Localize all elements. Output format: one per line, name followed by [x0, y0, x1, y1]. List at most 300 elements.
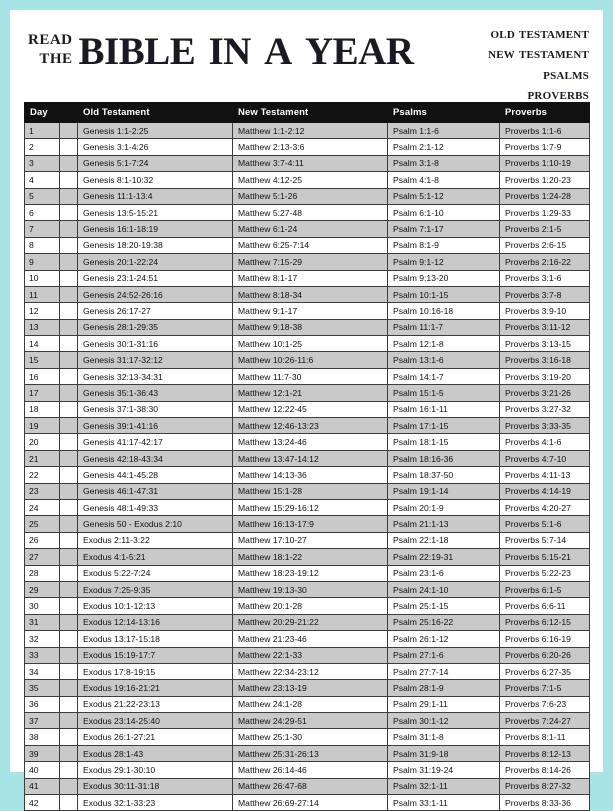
cell-old-testament: Exodus 15:19-17:7	[78, 647, 233, 663]
cell-new-testament: Matthew 4:12-25	[233, 172, 388, 188]
column-header-day: Day	[25, 103, 60, 123]
column-header-new-testament: New Testament	[233, 103, 388, 123]
cell-checkbox[interactable]	[60, 204, 78, 220]
table-row	[25, 713, 590, 729]
column-header-old-testament: Old Testament	[78, 103, 233, 123]
cell-proverbs: Proverbs 1:29-33	[500, 204, 590, 220]
cell-checkbox[interactable]	[60, 401, 78, 417]
cell-old-testament: Genesis 23:1-24:51	[78, 270, 233, 286]
table-row	[25, 336, 590, 352]
column-header-checkbox	[60, 103, 78, 123]
cell-new-testament: Matthew 25:31-26:13	[233, 745, 388, 761]
cell-checkbox[interactable]	[60, 581, 78, 597]
cell-old-testament: Genesis 28:1-29:35	[78, 319, 233, 335]
cell-old-testament: Genesis 1:1-2:25	[78, 123, 233, 139]
cell-old-testament: Genesis 39:1-41:16	[78, 418, 233, 434]
cell-day: 13	[25, 319, 60, 335]
cell-proverbs: Proverbs 5:1-6	[500, 516, 590, 532]
cell-day: 29	[25, 581, 60, 597]
cell-new-testament: Matthew 24:1-28	[233, 696, 388, 712]
cell-new-testament: Matthew 13:24-46	[233, 434, 388, 450]
cell-old-testament: Genesis 35:1-36:43	[78, 385, 233, 401]
cell-checkbox[interactable]	[60, 172, 78, 188]
table-row	[25, 254, 590, 270]
cell-day: 7	[25, 221, 60, 237]
cell-checkbox[interactable]	[60, 139, 78, 155]
cell-old-testament: Genesis 3:1-4:26	[78, 139, 233, 155]
cell-psalms: Psalm 5:1-12	[388, 188, 500, 204]
cell-checkbox[interactable]	[60, 336, 78, 352]
cell-new-testament: Matthew 6:25-7:14	[233, 237, 388, 253]
cell-psalms: Psalm 26:1-12	[388, 631, 500, 647]
cell-checkbox[interactable]	[60, 499, 78, 515]
cell-checkbox[interactable]	[60, 549, 78, 565]
cell-new-testament: Matthew 15:1-28	[233, 483, 388, 499]
cell-new-testament: Matthew 9:1-17	[233, 303, 388, 319]
cell-day: 36	[25, 696, 60, 712]
cell-psalms: Psalm 18:37-50	[388, 467, 500, 483]
cell-old-testament: Genesis 31:17-32:12	[78, 352, 233, 368]
cell-new-testament: Matthew 12:1-21	[233, 385, 388, 401]
cell-old-testament: Exodus 26:1-27:21	[78, 729, 233, 745]
cell-psalms: Psalm 4:1-8	[388, 172, 500, 188]
cell-checkbox[interactable]	[60, 516, 78, 532]
cell-old-testament: Genesis 26:17-27	[78, 303, 233, 319]
table-header-row	[25, 103, 590, 123]
cell-new-testament: Matthew 7:15-29	[233, 254, 388, 270]
cell-new-testament: Matthew 22:34-23:12	[233, 663, 388, 679]
cell-checkbox[interactable]	[60, 188, 78, 204]
cell-old-testament: Exodus 23:14-25:40	[78, 713, 233, 729]
cell-psalms: Psalm 14:1-7	[388, 368, 500, 384]
table-row	[25, 581, 590, 597]
cell-proverbs: Proverbs 2:16-22	[500, 254, 590, 270]
table-row	[25, 237, 590, 253]
cell-checkbox[interactable]	[60, 123, 78, 139]
table-row	[25, 647, 590, 663]
cell-psalms: Psalm 17:1-15	[388, 418, 500, 434]
cell-psalms: Psalm 27:7-14	[388, 663, 500, 679]
cell-proverbs: Proverbs 8:1-11	[500, 729, 590, 745]
table-row	[25, 450, 590, 466]
cell-psalms: Psalm 25:1-15	[388, 598, 500, 614]
table-row	[25, 696, 590, 712]
cell-psalms: Psalm 25:16-22	[388, 614, 500, 630]
cell-checkbox[interactable]	[60, 778, 78, 794]
cell-proverbs: Proverbs 7:6-23	[500, 696, 590, 712]
cell-checkbox[interactable]	[60, 237, 78, 253]
table-row	[25, 663, 590, 679]
cell-psalms: Psalm 16:1-11	[388, 401, 500, 417]
cell-checkbox[interactable]	[60, 270, 78, 286]
cell-new-testament: Matthew 9:18-38	[233, 319, 388, 335]
cell-proverbs: Proverbs 1:20-23	[500, 172, 590, 188]
table-row	[25, 745, 590, 761]
cell-checkbox[interactable]	[60, 352, 78, 368]
cell-new-testament: Matthew 16:13-17:9	[233, 516, 388, 532]
cell-day: 31	[25, 614, 60, 630]
cell-new-testament: Matthew 26:47-68	[233, 778, 388, 794]
cell-checkbox[interactable]	[60, 795, 78, 811]
cell-day: 33	[25, 647, 60, 663]
cell-old-testament: Exodus 32:1-33:23	[78, 795, 233, 811]
cell-proverbs: Proverbs 1:7-9	[500, 139, 590, 155]
table-row	[25, 286, 590, 302]
cell-day: 27	[25, 549, 60, 565]
cell-old-testament: Exodus 29:1-30:10	[78, 762, 233, 778]
cell-psalms: Psalm 31:9-18	[388, 745, 500, 761]
cell-psalms: Psalm 22:19-31	[388, 549, 500, 565]
printable-page	[10, 10, 603, 808]
title-line-the: the	[39, 43, 73, 68]
cell-proverbs: Proverbs 3:33-35	[500, 418, 590, 434]
cell-day: 28	[25, 565, 60, 581]
page-header	[10, 10, 603, 102]
cell-old-testament: Genesis 30:1-31:16	[78, 336, 233, 352]
table-body	[25, 123, 590, 811]
cell-new-testament: Matthew 25:1-30	[233, 729, 388, 745]
table-row	[25, 778, 590, 794]
column-header-proverbs: Proverbs	[500, 103, 590, 123]
cell-psalms: Psalm 10:16-18	[388, 303, 500, 319]
table-row	[25, 614, 590, 630]
cell-old-testament: Genesis 16:1-18:19	[78, 221, 233, 237]
cell-checkbox[interactable]	[60, 450, 78, 466]
cell-old-testament: Genesis 11:1-13:4	[78, 188, 233, 204]
cell-proverbs: Proverbs 6:20-26	[500, 647, 590, 663]
cell-checkbox[interactable]	[60, 385, 78, 401]
cell-checkbox[interactable]	[60, 565, 78, 581]
page-title	[28, 15, 414, 76]
cell-new-testament: Matthew 20:29-21:22	[233, 614, 388, 630]
cell-old-testament: Exodus 30:11-31:18	[78, 778, 233, 794]
cell-day: 6	[25, 204, 60, 220]
cell-new-testament: Matthew 19:13-30	[233, 581, 388, 597]
cell-checkbox[interactable]	[60, 729, 78, 745]
cell-new-testament: Matthew 8:18-34	[233, 286, 388, 302]
title-line-read: read	[28, 24, 73, 49]
table-row	[25, 123, 590, 139]
cell-new-testament: Matthew 10:1-25	[233, 336, 388, 352]
cell-psalms: Psalm 20:1-9	[388, 499, 500, 515]
cell-psalms: Psalm 9:13-20	[388, 270, 500, 286]
cell-day: 37	[25, 713, 60, 729]
cell-checkbox[interactable]	[60, 155, 78, 171]
cell-psalms: Psalm 10:1-15	[388, 286, 500, 302]
cell-day: 41	[25, 778, 60, 794]
cell-day: 30	[25, 598, 60, 614]
cell-psalms: Psalm 13:1-6	[388, 352, 500, 368]
table-row	[25, 401, 590, 417]
cell-day: 20	[25, 434, 60, 450]
table-row	[25, 516, 590, 532]
cell-proverbs: Proverbs 3:13-15	[500, 336, 590, 352]
cell-old-testament: Exodus 4:1-5:21	[78, 549, 233, 565]
cell-proverbs: Proverbs 1:1-6	[500, 123, 590, 139]
table-row	[25, 221, 590, 237]
cell-psalms: Psalm 23:1-6	[388, 565, 500, 581]
cell-psalms: Psalm 30:1-12	[388, 713, 500, 729]
table-row	[25, 598, 590, 614]
subtitle-item-old-testament: old testament	[490, 26, 589, 42]
cell-new-testament: Matthew 26:69-27:14	[233, 795, 388, 811]
cell-new-testament: Matthew 22:1-33	[233, 647, 388, 663]
cell-proverbs: Proverbs 3:16-18	[500, 352, 590, 368]
cell-old-testament: Exodus 19:16-21:21	[78, 680, 233, 696]
cell-new-testament: Matthew 8:1-17	[233, 270, 388, 286]
cell-old-testament: Genesis 50 - Exodus 2:10	[78, 516, 233, 532]
table-head	[25, 103, 590, 123]
cell-psalms: Psalm 15:1-5	[388, 385, 500, 401]
cell-checkbox[interactable]	[60, 368, 78, 384]
cell-proverbs: Proverbs 1:10-19	[500, 155, 590, 171]
cell-psalms: Psalm 29:1-11	[388, 696, 500, 712]
cell-psalms: Psalm 24:1-10	[388, 581, 500, 597]
table-row	[25, 565, 590, 581]
cell-psalms: Psalm 1:1-6	[388, 123, 500, 139]
cell-old-testament: Genesis 5:1-7:24	[78, 155, 233, 171]
cell-checkbox[interactable]	[60, 663, 78, 679]
cell-proverbs: Proverbs 7:24-27	[500, 713, 590, 729]
cell-psalms: Psalm 3:1-8	[388, 155, 500, 171]
cell-day: 42	[25, 795, 60, 811]
table-row	[25, 434, 590, 450]
cell-checkbox[interactable]	[60, 467, 78, 483]
cell-checkbox[interactable]	[60, 303, 78, 319]
cell-proverbs: Proverbs 6:16-19	[500, 631, 590, 647]
subtitle-item-proverbs: proverbs	[527, 86, 589, 103]
cell-old-testament: Exodus 10:1-12:13	[78, 598, 233, 614]
cell-proverbs: Proverbs 3:9-10	[500, 303, 590, 319]
cell-new-testament: Matthew 5:27-48	[233, 204, 388, 220]
cell-proverbs: Proverbs 6:6-11	[500, 598, 590, 614]
cell-day: 4	[25, 172, 60, 188]
cell-checkbox[interactable]	[60, 221, 78, 237]
cell-new-testament: Matthew 6:1-24	[233, 221, 388, 237]
cell-checkbox[interactable]	[60, 696, 78, 712]
cell-day: 3	[25, 155, 60, 171]
cell-proverbs: Proverbs 5:7-14	[500, 532, 590, 548]
column-header-psalms: Psalms	[388, 103, 500, 123]
cell-checkbox[interactable]	[60, 614, 78, 630]
table-row	[25, 418, 590, 434]
cell-checkbox[interactable]	[60, 647, 78, 663]
cell-new-testament: Matthew 21:23-46	[233, 631, 388, 647]
title-prefix	[28, 24, 79, 73]
cell-old-testament: Genesis 37:1-38:30	[78, 401, 233, 417]
cell-old-testament: Genesis 46:1-47:31	[78, 483, 233, 499]
cell-psalms: Psalm 18:1-15	[388, 434, 500, 450]
cell-day: 35	[25, 680, 60, 696]
table-row	[25, 549, 590, 565]
cell-proverbs: Proverbs 8:27-32	[500, 778, 590, 794]
cell-psalms: Psalm 19:1-14	[388, 483, 500, 499]
cell-psalms: Psalm 28:1-9	[388, 680, 500, 696]
cell-proverbs: Proverbs 8:14-26	[500, 762, 590, 778]
cell-day: 38	[25, 729, 60, 745]
cell-checkbox[interactable]	[60, 762, 78, 778]
cell-proverbs: Proverbs 8:33-36	[500, 795, 590, 811]
cell-checkbox[interactable]	[60, 319, 78, 335]
cell-new-testament: Matthew 1:1-2:12	[233, 123, 388, 139]
cell-checkbox[interactable]	[60, 434, 78, 450]
cell-proverbs: Proverbs 8:12-13	[500, 745, 590, 761]
cell-checkbox[interactable]	[60, 418, 78, 434]
cell-old-testament: Exodus 21:22-23:13	[78, 696, 233, 712]
cell-day: 18	[25, 401, 60, 417]
cell-psalms: Psalm 21:1-13	[388, 516, 500, 532]
cell-checkbox[interactable]	[60, 598, 78, 614]
cell-day: 17	[25, 385, 60, 401]
cell-proverbs: Proverbs 2:6-15	[500, 237, 590, 253]
table-row	[25, 467, 590, 483]
cell-checkbox[interactable]	[60, 254, 78, 270]
cell-day: 34	[25, 663, 60, 679]
table-row	[25, 172, 590, 188]
cell-old-testament: Genesis 48:1-49:33	[78, 499, 233, 515]
cell-new-testament: Matthew 15:29-16:12	[233, 499, 388, 515]
cell-proverbs: Proverbs 5:15-21	[500, 549, 590, 565]
cell-new-testament: Matthew 5:1-26	[233, 188, 388, 204]
cell-old-testament: Genesis 20:1-22:24	[78, 254, 233, 270]
cell-checkbox[interactable]	[60, 483, 78, 499]
cell-new-testament: Matthew 23:13-19	[233, 680, 388, 696]
cell-psalms: Psalm 2:1-12	[388, 139, 500, 155]
cell-old-testament: Genesis 24:52-26:16	[78, 286, 233, 302]
cell-old-testament: Genesis 44:1-45:28	[78, 467, 233, 483]
cell-new-testament: Matthew 12:46-13:23	[233, 418, 388, 434]
cell-new-testament: Matthew 10:26-11:6	[233, 352, 388, 368]
table-row	[25, 483, 590, 499]
cell-proverbs: Proverbs 2:1-5	[500, 221, 590, 237]
cell-day: 32	[25, 631, 60, 647]
cell-psalms: Psalm 33:1-11	[388, 795, 500, 811]
cell-psalms: Psalm 22:1-18	[388, 532, 500, 548]
cell-checkbox[interactable]	[60, 631, 78, 647]
cell-day: 24	[25, 499, 60, 515]
cell-day: 22	[25, 467, 60, 483]
cell-psalms: Psalm 12:1-8	[388, 336, 500, 352]
cell-proverbs: Proverbs 3:1-6	[500, 270, 590, 286]
cell-psalms: Psalm 18:16-36	[388, 450, 500, 466]
cell-new-testament: Matthew 2:13-3:6	[233, 139, 388, 155]
cell-day: 11	[25, 286, 60, 302]
cell-proverbs: Proverbs 6:12-15	[500, 614, 590, 630]
cell-day: 8	[25, 237, 60, 253]
cell-old-testament: Exodus 17:8-19:15	[78, 663, 233, 679]
cell-day: 1	[25, 123, 60, 139]
cell-old-testament: Exodus 5:22-7:24	[78, 565, 233, 581]
cell-proverbs: Proverbs 3:27-32	[500, 401, 590, 417]
table-row	[25, 303, 590, 319]
table-row	[25, 385, 590, 401]
cell-day: 19	[25, 418, 60, 434]
cell-old-testament: Genesis 42:18-43:34	[78, 450, 233, 466]
cell-old-testament: Exodus 13:17-15:18	[78, 631, 233, 647]
cell-new-testament: Matthew 18:23-19:12	[233, 565, 388, 581]
cell-day: 16	[25, 368, 60, 384]
cell-new-testament: Matthew 12:22-45	[233, 401, 388, 417]
cell-proverbs: Proverbs 4:20-27	[500, 499, 590, 515]
cell-checkbox[interactable]	[60, 286, 78, 302]
table-row	[25, 139, 590, 155]
cell-day: 5	[25, 188, 60, 204]
cell-day: 9	[25, 254, 60, 270]
reading-plan-table	[24, 102, 590, 811]
cell-old-testament: Exodus 28:1-43	[78, 745, 233, 761]
cell-proverbs: Proverbs 4:11-13	[500, 467, 590, 483]
cell-new-testament: Matthew 17:10-27	[233, 532, 388, 548]
cell-new-testament: Matthew 18:1-22	[233, 549, 388, 565]
cell-psalms: Psalm 7:1-17	[388, 221, 500, 237]
reading-plan-table-wrap	[24, 102, 589, 811]
cell-proverbs: Proverbs 7:1-5	[500, 680, 590, 696]
cell-psalms: Psalm 32:1-11	[388, 778, 500, 794]
cell-new-testament: Matthew 3:7-4:11	[233, 155, 388, 171]
cell-day: 26	[25, 532, 60, 548]
table-row	[25, 204, 590, 220]
cell-psalms: Psalm 8:1-9	[388, 237, 500, 253]
cell-psalms: Psalm 11:1-7	[388, 319, 500, 335]
cell-proverbs: Proverbs 1:24-28	[500, 188, 590, 204]
cell-day: 2	[25, 139, 60, 155]
table-row	[25, 319, 590, 335]
cell-proverbs: Proverbs 3:11-12	[500, 319, 590, 335]
cell-day: 23	[25, 483, 60, 499]
cell-proverbs: Proverbs 5:22-23	[500, 565, 590, 581]
title-main: bible in a year	[78, 15, 414, 76]
cell-old-testament: Exodus 7:25-9:35	[78, 581, 233, 597]
cell-checkbox[interactable]	[60, 532, 78, 548]
cell-new-testament: Matthew 14:13-36	[233, 467, 388, 483]
cell-psalms: Psalm 27:1-6	[388, 647, 500, 663]
table-row	[25, 680, 590, 696]
table-row	[25, 352, 590, 368]
cell-old-testament: Genesis 13:5-15:21	[78, 204, 233, 220]
cell-day: 21	[25, 450, 60, 466]
cell-checkbox[interactable]	[60, 745, 78, 761]
table-row	[25, 532, 590, 548]
cell-day: 39	[25, 745, 60, 761]
cell-checkbox[interactable]	[60, 713, 78, 729]
table-row	[25, 795, 590, 811]
cell-psalms: Psalm 31:19-24	[388, 762, 500, 778]
table-row	[25, 188, 590, 204]
table-row	[25, 155, 590, 171]
cell-new-testament: Matthew 13:47-14:12	[233, 450, 388, 466]
cell-new-testament: Matthew 26:14-46	[233, 762, 388, 778]
cell-new-testament: Matthew 24:29-51	[233, 713, 388, 729]
subtitle-item-psalms: psalms	[543, 66, 589, 83]
cell-new-testament: Matthew 11:7-30	[233, 368, 388, 384]
subtitle-item-new-testament: new testament	[488, 46, 589, 63]
cell-psalms: Psalm 31:1-8	[388, 729, 500, 745]
cell-proverbs: Proverbs 3:21-26	[500, 385, 590, 401]
cell-proverbs: Proverbs 3:7-8	[500, 286, 590, 302]
cell-new-testament: Matthew 20:1-28	[233, 598, 388, 614]
cell-proverbs: Proverbs 3:19-20	[500, 368, 590, 384]
cell-proverbs: Proverbs 4:14-19	[500, 483, 590, 499]
cell-day: 15	[25, 352, 60, 368]
cell-checkbox[interactable]	[60, 680, 78, 696]
cell-day: 25	[25, 516, 60, 532]
cell-day: 14	[25, 336, 60, 352]
table-row	[25, 368, 590, 384]
cell-old-testament: Genesis 32:13-34:31	[78, 368, 233, 384]
subtitle-list	[488, 24, 589, 105]
table-row	[25, 270, 590, 286]
cell-old-testament: Exodus 12:14-13:16	[78, 614, 233, 630]
